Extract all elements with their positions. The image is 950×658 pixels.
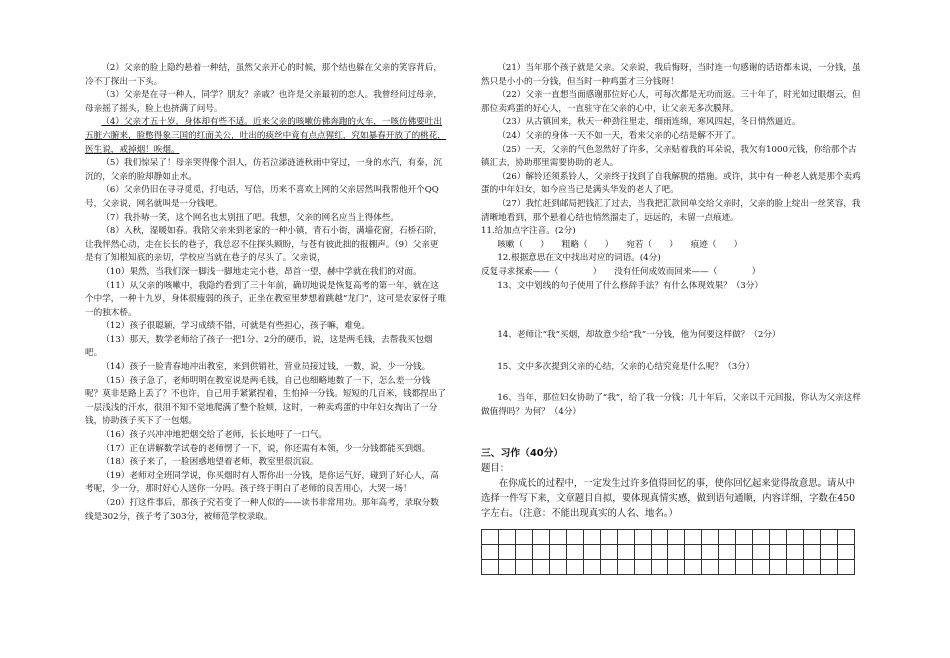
- grid-row: [482, 545, 854, 560]
- right-column: [481, 62, 861, 575]
- grid-cell[interactable]: [516, 530, 533, 544]
- grid-cell[interactable]: [635, 560, 652, 574]
- grid-cell[interactable]: [719, 545, 736, 559]
- answer-space-14[interactable]: [481, 343, 861, 361]
- paragraph-12: （12）孩子很聪颖，学习成绩不错，可就是有些担心，孩子嘛，难免。: [101, 321, 371, 332]
- grid-cell[interactable]: [652, 530, 669, 544]
- paragraph-6: （6）父亲仍旧在寻寻觅觅，打电话，写信，历来不喜欢上网的父亲居然叫我帮他开个QQ号，父亲说，网名就叫是一分钱吧。: [85, 185, 439, 209]
- grid-cell[interactable]: [533, 560, 550, 574]
- paragraph-23: （23）从古镇回来，秋天一种劲往里走，细雨连绵，寒风四起，冬日悄然逼近。: [497, 117, 801, 128]
- grid-cell[interactable]: [736, 560, 753, 574]
- grid-cell[interactable]: [635, 545, 652, 559]
- grid-cell[interactable]: [482, 530, 499, 544]
- grid-row: [482, 560, 854, 574]
- grid-cell[interactable]: [550, 545, 567, 559]
- grid-cell[interactable]: [567, 560, 584, 574]
- grid-cell[interactable]: [685, 560, 702, 574]
- paragraph-4-underlined: （4）父亲才五十岁，身体却有些不适。近来父亲的咳嗽仿佛奔跑的火车，一咳仿佛要吐出五脏六腑来，脸憋得象三国的红面关公，吐出的痰丝中竟有点点猩红，究如暴春开放了的桃花，医生说，戒掉烟！唉烟。: [85, 117, 446, 155]
- grid-row: [482, 530, 854, 545]
- grid-cell[interactable]: [838, 530, 854, 544]
- left-column: [85, 62, 447, 524]
- grid-cell[interactable]: [753, 530, 770, 544]
- grid-cell[interactable]: [584, 545, 601, 559]
- paragraph-17: （17）正在讲解数学试卷的老师愣了一下，说，你还需有本领，少一分钱都能买到烟。: [101, 443, 431, 454]
- grid-cell[interactable]: [668, 530, 685, 544]
- grid-cell[interactable]: [601, 545, 618, 559]
- grid-cell[interactable]: [821, 560, 838, 574]
- grid-cell[interactable]: [787, 560, 804, 574]
- answer-space-16[interactable]: [481, 419, 861, 437]
- grid-cell[interactable]: [753, 545, 770, 559]
- topic-label: 题目：: [481, 463, 510, 475]
- grid-cell[interactable]: [601, 530, 618, 544]
- grid-cell[interactable]: [787, 545, 804, 559]
- grid-cell[interactable]: [618, 545, 635, 559]
- grid-cell[interactable]: [838, 545, 854, 559]
- grid-cell[interactable]: [753, 560, 770, 574]
- writing-grid[interactable]: [481, 529, 855, 575]
- question-11-blanks[interactable]: 咳嗽（ ） 粗略（ ） 宛若（ ） 痕迹（ ）: [497, 239, 743, 250]
- paragraph-20: （20）打这件事后，那孩子究若变了一种人似的——读书非常用功。那年高考，录取分数线是302分，孩子考了303分，被师范学校录取。: [85, 498, 439, 522]
- grid-cell[interactable]: [838, 560, 854, 574]
- paragraph-3: （3）父亲是在寻一种人，同学？朋友？亲戚？也许是父亲最初的恋人。我曾经问过母亲，母亲摇了摇头，脸上也挤满了问号。: [85, 90, 442, 114]
- grid-cell[interactable]: [804, 545, 821, 559]
- paragraph-14: （14）孩子一脸青春地冲出教室，来到供销社，营业员接过钱，一数，说，少一分钱。: [101, 362, 431, 373]
- grid-cell[interactable]: [702, 560, 719, 574]
- grid-cell[interactable]: [618, 560, 635, 574]
- paragraph-11: （11）从父亲的咳嗽中，我隐约看到了三十年前，确切地说是恢复高考的第一年，就在这个中学，一种十九岁，身体很瘦弱的孩子，正坐在教室里梦想着跳越“龙门”，这可是农家伢子唯一的独木桥。: [85, 280, 447, 318]
- question-16: 16、当年，那位妇女协助了“我”，给了我一分钱；几十年后，父亲以千元回报，你认为父亲这样做值得吗？为何？（4分）: [481, 393, 861, 417]
- grid-cell[interactable]: [482, 560, 499, 574]
- grid-cell[interactable]: [601, 560, 618, 574]
- grid-cell[interactable]: [668, 545, 685, 559]
- grid-cell[interactable]: [499, 530, 516, 544]
- grid-cell[interactable]: [821, 530, 838, 544]
- paragraph-15: （15）孩子急了，老师明明在教室说是两毛钱，自己也细略地数了一下，怎么差一分钱呢？莫非是路上丢了？不也许，自己用手紧紧捏着，生怕掉一分钱。短短的几百米，钱都捏出了一层浅浅的汗水，很泪不知不觉地爬满了整个脸颊，这时，一种卖鸡蛋的中年妇女掏出了一分钱，协助孩子买下了一包烟。: [85, 375, 446, 427]
- grid-cell[interactable]: [482, 545, 499, 559]
- composition-prompt: 在你成长的过程中，一定发生过许多值得回忆的事，使你回忆起来觉得故意思。请从中选择一件写下来，文章题目自拟，要体现真情实感，做到语句通顺，内容详细，字数在450字左右。（注意：不能出现真实的人名、地名。）: [481, 478, 856, 520]
- grid-cell[interactable]: [736, 530, 753, 544]
- paragraph-7: （7）我扑哧一笑，这个网名也太别扭了吧。我想，父亲的网名应当上得体些。: [101, 212, 399, 223]
- grid-cell[interactable]: [736, 545, 753, 559]
- grid-cell[interactable]: [652, 560, 669, 574]
- paragraph-16: （16）孩子兴冲冲地把烟交给了老师，长长地吁了一口气。: [101, 430, 328, 441]
- paragraph-21: （21）当年那个孩子就是父亲。父亲说，我后悔呀，当时连一句感谢的话语都未说，一分钱，虽然只是小小的一分钱，但当时一种鸡蛋才三分钱呀！: [481, 63, 861, 87]
- grid-cell[interactable]: [770, 560, 787, 574]
- grid-cell[interactable]: [499, 545, 516, 559]
- section-heading-composition: 三、习作（40分）: [481, 448, 564, 460]
- grid-cell[interactable]: [584, 560, 601, 574]
- paragraph-5: （5）我们惊呆了！母亲哭得像个泪人，仿若泣涕涟涟秋雨中穿过，一身的水汽，有泰，沉沉的，父亲的脸却静如止水。: [85, 158, 442, 182]
- grid-cell[interactable]: [550, 530, 567, 544]
- question-14: 14、老师让“我”买烟，却故意少给“我”一分钱，他为何要这样做？（2分）: [497, 330, 781, 341]
- grid-cell[interactable]: [618, 530, 635, 544]
- paragraph-27: （27）我忙赶到邮局把钱汇了过去，当我把汇款回单交给父亲时，父亲的脸上绽出一丝笑容，我清晰地看到，那个悬着心结也悄然溜走了，远远的，未留一点痕迹。: [481, 198, 861, 223]
- question-12-blanks[interactable]: 反复寻求探索——（ ） 没有任何成效而回来——（ ）: [481, 266, 761, 277]
- grid-cell[interactable]: [685, 530, 702, 544]
- answer-space-13[interactable]: [481, 293, 861, 329]
- paragraph-2: （2）父亲的脸上隐约悬着一种结，虽然父亲开心的时候，那个结也躲在父亲的笑容背后，冷不丁探出一下头。: [85, 63, 442, 87]
- grid-cell[interactable]: [804, 530, 821, 544]
- grid-cell[interactable]: [702, 545, 719, 559]
- grid-cell[interactable]: [685, 545, 702, 559]
- question-11: 11.给加点字注音。(2分): [481, 226, 576, 237]
- grid-cell[interactable]: [719, 560, 736, 574]
- grid-cell[interactable]: [652, 545, 669, 559]
- paragraph-25: （25）一天，父亲的气色忽然好了许多，父亲贴着我的耳朵说，我欠有1000元钱，你给那个古镇汇去，协助那里需要协助的老人。: [481, 144, 857, 169]
- grid-cell[interactable]: [635, 530, 652, 544]
- grid-cell[interactable]: [770, 530, 787, 544]
- grid-cell[interactable]: [821, 545, 838, 559]
- paragraph-10: （10）果然，当我们深一脚浅一脚地走完小巷，昂首一望，赫中学就在我们的对面。: [101, 266, 422, 277]
- grid-cell[interactable]: [770, 545, 787, 559]
- paragraph-8-9: （8）入秋，湿暖如春。我陪父亲来到老家的一种小镇，青石小街，满墙花窗，石桥石阶，让我怦然心动，走在长长的巷子，我总忍不住探头顾盼，与苍有彼此拙的报棚声。（9）父亲更是有了知根知底的亲切，学校应当就在巷子的尽头了。父亲说，: [85, 226, 442, 264]
- grid-cell[interactable]: [550, 560, 567, 574]
- grid-cell[interactable]: [516, 545, 533, 559]
- paragraph-18: （18）孩子来了，一脸困惑地望着老师，教室里很沉寂。: [101, 457, 319, 468]
- grid-cell[interactable]: [533, 530, 550, 544]
- paragraph-24: （24）父亲的身体一天不如一天，看来父亲的心结是解不开了。: [497, 130, 741, 141]
- grid-cell[interactable]: [702, 530, 719, 544]
- grid-cell[interactable]: [516, 560, 533, 574]
- grid-cell[interactable]: [804, 560, 821, 574]
- grid-cell[interactable]: [668, 560, 685, 574]
- grid-cell[interactable]: [567, 530, 584, 544]
- question-12: 12.根据意思在文中找出对应的词语。(4分): [497, 253, 661, 264]
- paragraph-22: （22）父亲一直想当面感谢那位好心人，可每次都是无功而返。三十年了，时光如过眼烟云，但那位卖鸡蛋的好心人，一直驻守在父亲的心中，让父亲无多次膜拜。: [481, 90, 861, 114]
- answer-space-15[interactable]: [481, 374, 861, 392]
- grid-cell[interactable]: [533, 545, 550, 559]
- paragraph-19: （19）老师对全班同学说，你买烟时有人帮你出一分钱，是你运气好，碰到了好心人，高考呢，少一分，那时好心人送你一分吗。孩子终于明白了老师的良苦用心，大哭一场！: [85, 470, 439, 495]
- grid-cell[interactable]: [584, 530, 601, 544]
- grid-cell[interactable]: [787, 530, 804, 544]
- paragraph-26: （26）解铃还须系铃人，父亲终于找到了自我解脱的措施。或许，其中有一种老人就是那个卖鸡蛋的中年妇女，如今应当已是满头华发的老人了吧。: [481, 171, 861, 196]
- grid-cell[interactable]: [719, 530, 736, 544]
- question-13: 13、文中划线的句子使用了什么修辞手法？有什么体现效果？（3分）: [497, 280, 763, 291]
- grid-cell[interactable]: [567, 545, 584, 559]
- question-15: 15、文中多次提到父亲的心结，父亲的心结究竟是什么呢？（3分）: [497, 361, 755, 372]
- paragraph-13: （13）那天，数学老师给了孩子一把1分、2分的硬币，说，这是两毛钱，去帮我买包烟吧。: [85, 334, 433, 359]
- grid-cell[interactable]: [499, 560, 516, 574]
